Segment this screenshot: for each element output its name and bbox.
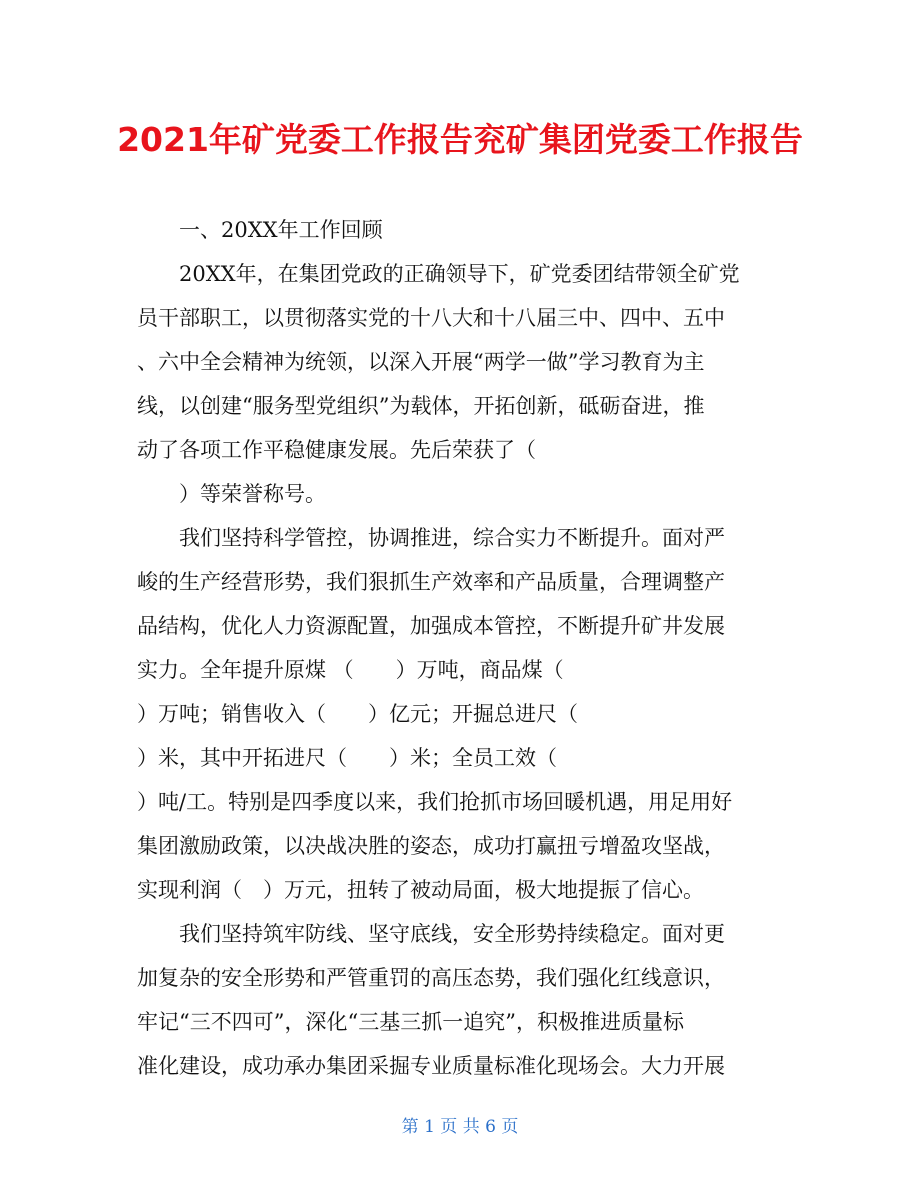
paragraph-line: 实现利润（ ）万元，扭转了被动局面，极大地提振了信心。 xyxy=(137,878,704,902)
paragraph-line: ）万吨；销售收入（ ）亿元；开掘总进尺（ xyxy=(137,702,578,726)
paragraph-line: 我们坚持科学管控，协调推进，综合实力不断提升。面对严 xyxy=(179,526,725,550)
paragraph-line: 动了各项工作平稳健康发展。先后荣获了（ xyxy=(137,438,536,462)
paragraph-line: ）吨/工。特别是四季度以来，我们抢抓市场回暖机遇，用足用好 xyxy=(137,790,733,814)
section-heading: 一、20XX年工作回顾 xyxy=(179,218,383,242)
paragraph-line: ）等荣誉称号。 xyxy=(179,482,326,506)
paragraph-line: 加复杂的安全形势和严管重罚的高压态势，我们强化红线意识， xyxy=(137,966,725,990)
paragraph-line: ）米，其中开拓进尺（ ）米；全员工效（ xyxy=(137,746,557,770)
paragraph-line: 员干部职工，以贯彻落实党的十八大和十八届三中、四中、五中 xyxy=(137,306,725,330)
paragraph-line: 我们坚持筑牢防线、坚守底线，安全形势持续稳定。面对更 xyxy=(179,922,725,946)
paragraph-line: 牢记“三不四可”，深化“三基三抓一追究”，积极推进质量标 xyxy=(137,1010,684,1034)
document-title: 2021年矿党委工作报告兖矿集团党委工作报告 xyxy=(117,120,803,159)
paragraph-line: 准化建设，成功承办集团采掘专业质量标准化现场会。大力开展 xyxy=(137,1054,725,1078)
page-number-footer: 第 1 页 共 6 页 xyxy=(401,1117,519,1137)
paragraph-line: 品结构，优化人力资源配置，加强成本管控，不断提升矿井发展 xyxy=(137,614,725,638)
paragraph-line: 20XX年，在集团党政的正确领导下，矿党委团结带领全矿党 xyxy=(179,262,740,286)
paragraph-line: 峻的生产经营形势，我们狠抓生产效率和产品质量，合理调整产 xyxy=(137,570,725,594)
paragraph-line: 、六中全会精神为统领，以深入开展“两学一做”学习教育为主 xyxy=(137,350,705,374)
paragraph-line: 实力。全年提升原煤 （ ）万吨，商品煤（ xyxy=(137,658,564,682)
paragraph-line: 线，以创建“服务型党组织”为载体，开拓创新，砥砺奋进，推 xyxy=(137,394,705,418)
paragraph-line: 集团激励政策，以决战决胜的姿态，成功打赢扭亏增盈攻坚战， xyxy=(137,834,725,858)
